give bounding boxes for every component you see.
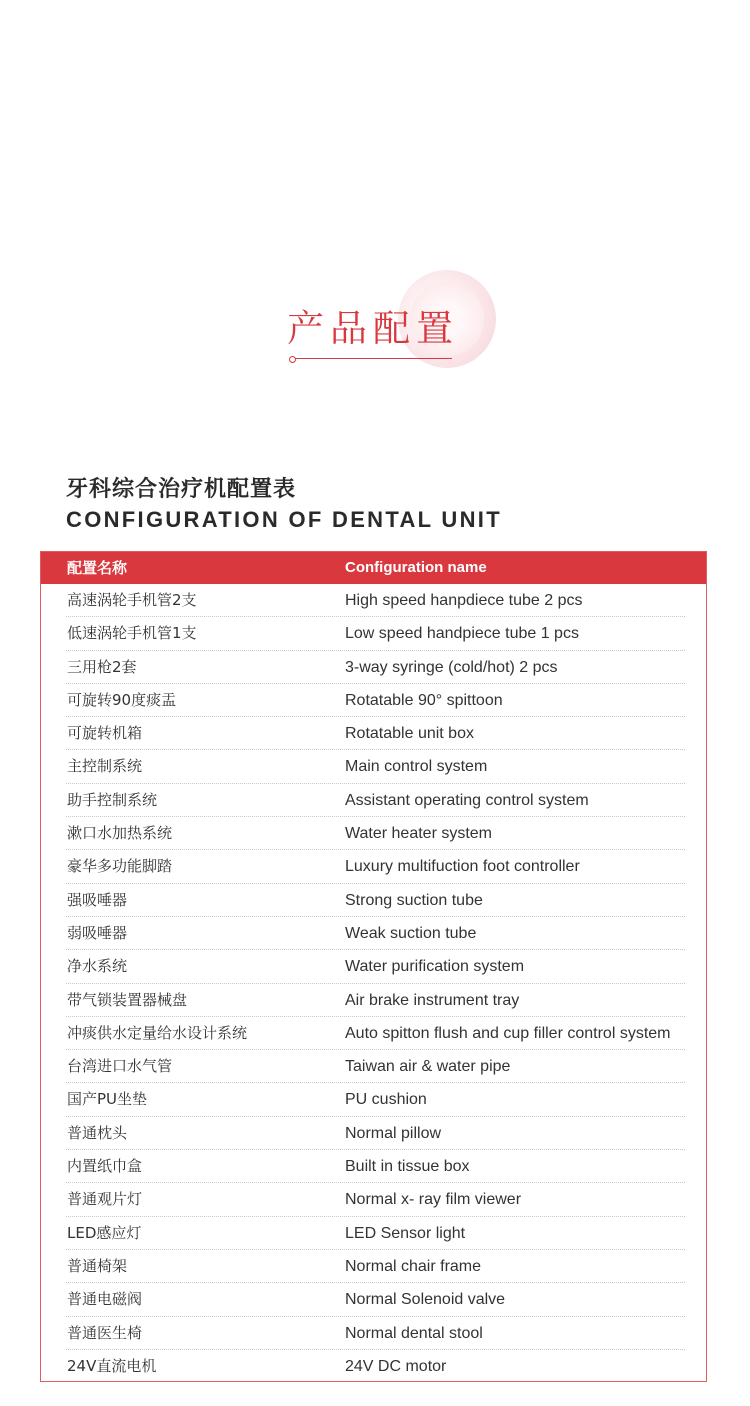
banner-underline (292, 358, 452, 359)
cell-name-cn: 可旋转机箱 (67, 724, 143, 743)
table-row (41, 1217, 706, 1250)
section-title-en: CONFIGURATION OF DENTAL UNIT (66, 507, 502, 532)
cell-name-cn: 三用枪2套 (67, 657, 137, 676)
table-row (41, 984, 706, 1017)
cell-name-en: Assistant operating control system (345, 791, 589, 809)
cell-name-en: Weak suction tube (345, 924, 477, 942)
cell-name-cn: 国产PU坐垫 (67, 1090, 148, 1109)
table-row (41, 1317, 706, 1350)
cell-name-cn: 弱吸唾器 (67, 923, 128, 942)
table-row (41, 617, 706, 650)
table-row (41, 1250, 706, 1283)
table-row (41, 750, 706, 783)
cell-name-cn: 强吸唾器 (67, 890, 128, 909)
table-row (41, 917, 706, 950)
table-row (41, 1283, 706, 1316)
cell-name-en: Normal pillow (345, 1124, 442, 1142)
cell-name-cn: 漱口水加热系统 (67, 824, 173, 843)
table-row (41, 1150, 706, 1183)
cell-name-en: LED Sensor light (345, 1224, 466, 1242)
cell-name-cn: 主控制系统 (67, 757, 143, 776)
cell-name-cn: 普通电磁阀 (67, 1290, 143, 1309)
table-row (41, 950, 706, 983)
cell-name-en: Normal chair frame (345, 1257, 482, 1275)
table-row (41, 584, 706, 617)
cell-name-en: Auto spitton flush and cup filler control system (345, 1024, 671, 1042)
cell-name-cn: 台湾进口水气管 (67, 1057, 173, 1076)
cell-name-en: Built in tissue box (345, 1158, 470, 1176)
cell-name-cn: 助手控制系统 (67, 790, 158, 809)
cell-name-cn: 净水系统 (67, 957, 128, 976)
table-row (41, 1050, 706, 1083)
cell-name-en: Water heater system (345, 825, 493, 843)
header-en: Configuration name (345, 559, 487, 576)
table-row (41, 1017, 706, 1050)
cell-name-cn: 普通枕头 (67, 1123, 128, 1142)
table-row (41, 684, 706, 717)
cell-name-en: 3-way syringe (cold/hot) 2 pcs (345, 658, 558, 676)
configuration-table (40, 551, 707, 1382)
cell-name-cn: 豪华多功能脚踏 (67, 857, 173, 876)
cell-name-en: High speed hanpdiece tube 2 pcs (345, 592, 583, 609)
header-cn: 配置名称 (67, 559, 128, 577)
cell-name-en: Luxury multifuction foot controller (345, 858, 580, 876)
table-row (41, 1183, 706, 1216)
cell-name-en: Water purification system (345, 958, 525, 976)
cell-name-cn: 高速涡轮手机管2支 (67, 591, 197, 609)
table-row (41, 1083, 706, 1116)
cell-name-cn: 可旋转90度痰盂 (67, 690, 177, 709)
cell-name-cn: LED感应灯 (67, 1223, 142, 1242)
table-row (41, 884, 706, 917)
cell-name-en: Main control system (345, 758, 488, 776)
cell-name-en: Rotatable unit box (345, 725, 474, 743)
cell-name-cn: 普通椅架 (67, 1256, 128, 1275)
table-row (41, 651, 706, 684)
cell-name-en: Normal Solenoid valve (345, 1291, 506, 1309)
cell-name-cn: 冲痰供水定量给水设计系统 (67, 1023, 248, 1042)
hero-banner (0, 0, 750, 440)
banner-underline-dot (289, 356, 296, 363)
cell-name-cn: 24V直流电机 (67, 1356, 157, 1375)
table-row (41, 850, 706, 883)
cell-name-cn: 普通医生椅 (67, 1323, 143, 1342)
table-row (41, 717, 706, 750)
cell-name-en: 24V DC motor (345, 1357, 447, 1375)
banner-title: 产品配置 (287, 307, 459, 350)
cell-name-en: PU cushion (345, 1091, 427, 1109)
table-header (41, 552, 706, 584)
table-row (41, 784, 706, 817)
cell-name-en: Normal x- ray film viewer (345, 1191, 522, 1209)
cell-name-en: Normal dental stool (345, 1324, 483, 1342)
cell-name-cn: 低速涡轮手机管1支 (67, 624, 197, 643)
table-body (41, 584, 706, 1383)
section-title-cn: 牙科综合治疗机配置表 (66, 477, 297, 502)
cell-name-en: Low speed handpiece tube 1 pcs (345, 625, 579, 643)
cell-name-en: Taiwan air & water pipe (345, 1058, 511, 1076)
cell-name-cn: 内置纸巾盒 (67, 1157, 143, 1176)
cell-name-en: Rotatable 90° spittoon (345, 691, 503, 709)
table-row (41, 1350, 706, 1383)
cell-name-cn: 带气锁装置器械盘 (67, 990, 188, 1009)
cell-name-cn: 普通观片灯 (67, 1190, 143, 1209)
cell-name-en: Strong suction tube (345, 891, 483, 909)
table-row (41, 1117, 706, 1150)
table-row (41, 817, 706, 850)
cell-name-en: Air brake instrument tray (345, 991, 520, 1009)
